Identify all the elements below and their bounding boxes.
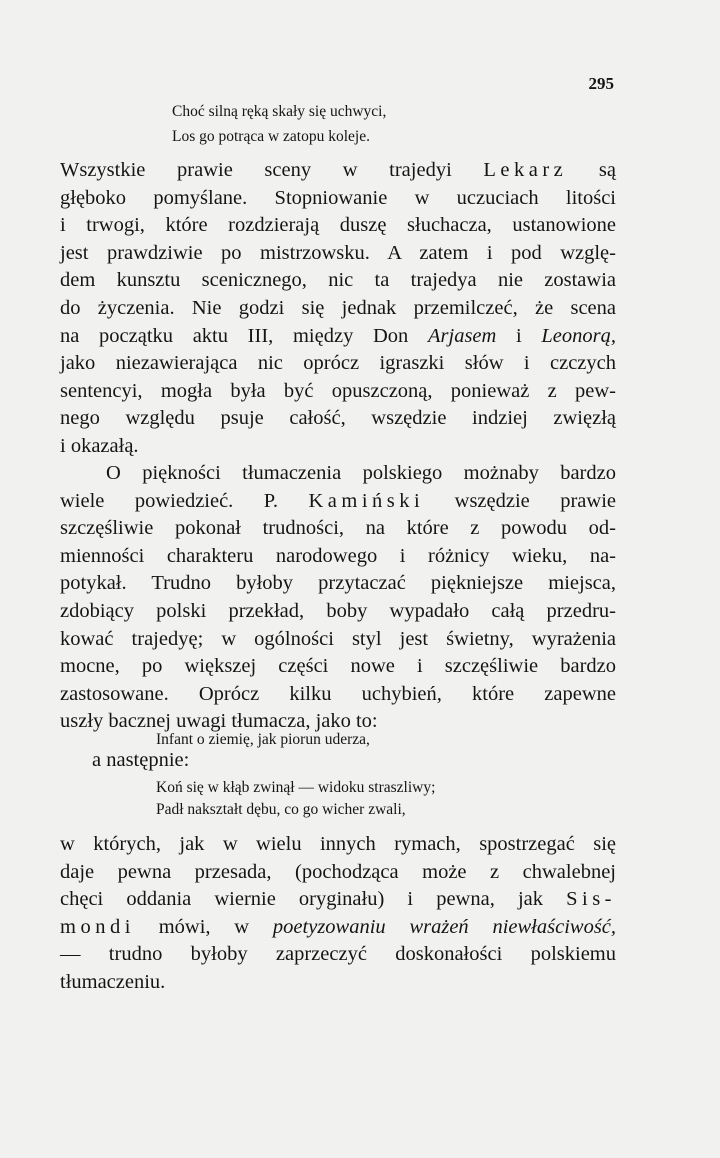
text-line [60,323,616,351]
text-line: jako niezawierająca nic oprócz igraszki słów i czczych [60,352,616,375]
text-span: na początku aktu III, między Don [60,324,409,347]
text-span: wszędzie prawie [454,489,616,512]
text-span: i [516,324,522,347]
text-span: są [598,159,616,181]
paragraph [60,460,616,736]
italic-name: Leonorą, [541,324,617,347]
verse-line: Padł nakształt dębu, co go wicher zwali, [156,801,406,818]
text-span: wiele powiedzieć. P. [60,489,279,512]
italic-quote: poetyzowaniu wrażeń niewłaściwość, [272,915,617,938]
text-line [60,886,616,914]
paragraph [60,831,616,997]
text-line: potykał. Trudno byłoby przytaczać piękniejsze miejsca, [60,572,616,595]
text-line: zastosowane. Oprócz kilku uchybień, które zapewne [60,682,616,705]
text-line: i okazałą. [60,434,139,457]
text-line: dem kunsztu scenicznego, nic ta trajedya nie zostawia [60,269,616,292]
spaced-name: mondi [60,915,135,938]
text-line: w których, jak w wielu innych rymach, spostrzegać się [60,833,616,855]
text-line: i trwogi, które rozdzierają duszę słuchacza, ustanowione [60,214,616,237]
text-line: mienności charakteru narodowego i różnicy wieku, na- [60,544,616,567]
text-span: mówi, w [158,915,250,938]
text-line: tłumaczeniu. [60,970,166,993]
verse-line: Koń się w kłąb zwinął — widoku straszliwy; [156,779,436,796]
text-line: mocne, po większej części nowe i szczęśliwie bardzo [60,655,616,678]
verse-line: Infant o ziemię, jak piorun uderza, [156,731,370,748]
text-line [60,157,616,185]
text-line: zdobiący polski przekład, boby wypadało całą przedru- [60,599,616,622]
spaced-title: Lekarz [483,159,568,181]
text-line: nego względu psuje całość, wszędzie indziej zwięzłą [60,407,616,430]
spaced-name: Kamiński [308,489,425,512]
text-line [60,914,616,942]
text-line: a następnie: [92,749,190,771]
text-line: kować trajedyę; w ogólności styl jest świetny, wyrażenia [60,627,616,650]
verse-line: Los go potrąca w zatopu koleje. [172,128,370,145]
spaced-name: Sis- [566,888,616,911]
text-span: Wszystkie prawie sceny w trajedyi [60,159,452,181]
text-span: chęci oddania wiernie oryginału) i pewna, jak [60,888,543,911]
text-line: głęboko pomyślane. Stopniowanie w uczuciach litości [60,186,616,209]
text-line: uszły bacznej uwagi tłumacza, jako to: [60,710,378,733]
italic-name: Arjasem [428,324,497,347]
text-line [60,488,616,516]
verse-line: Choć silną ręką skały się uchwyci, [172,103,387,120]
paragraph [60,157,616,461]
text-line: — trudno byłoby zaprzeczyć doskonałości polskiemu [60,943,616,966]
text-line: O piękności tłumaczenia polskiego możnaby bardzo [106,462,616,484]
text-line: do życzenia. Nie godzi się jednak przemilczeć, że scena [60,296,616,319]
page-number: 295 [588,74,614,93]
text-line: sentencyi, mogła była być opuszczoną, ponieważ z pew- [60,379,616,402]
text-line: jest prawdziwie po mistrzowsku. A zatem i pod wzglę- [60,241,616,264]
text-line: szczęśliwie pokonał trudności, na które z powodu od- [60,517,616,540]
text-line: daje pewna przesada, (pochodząca może z chwalebnej [60,860,616,883]
